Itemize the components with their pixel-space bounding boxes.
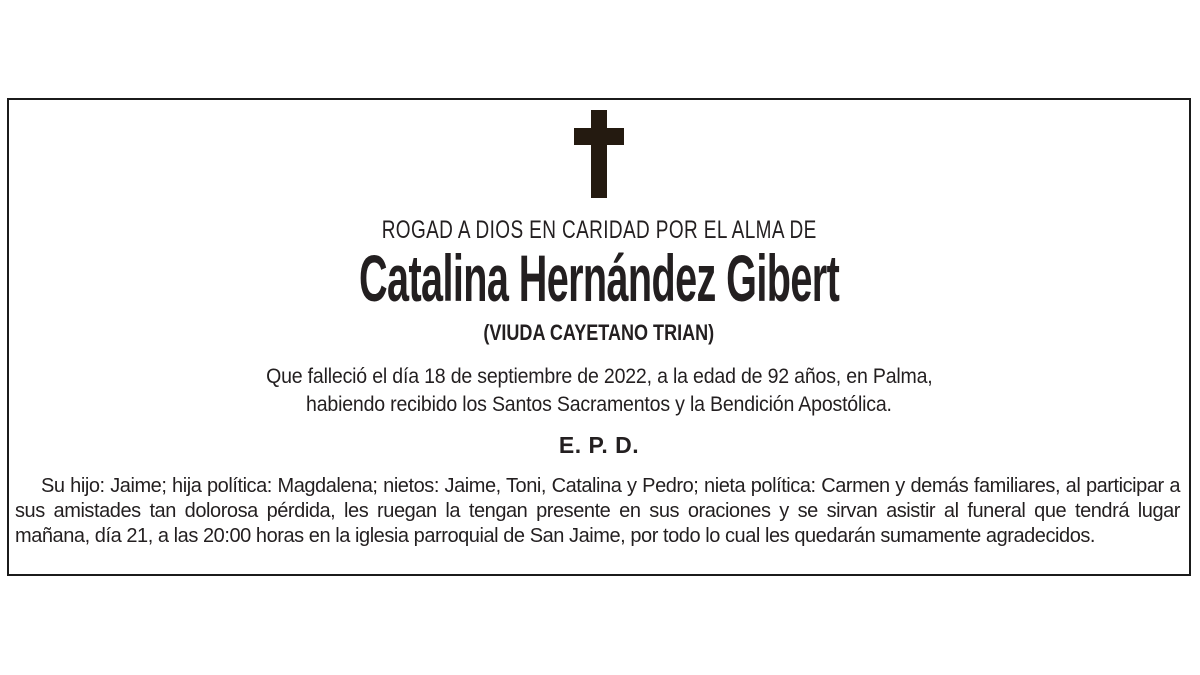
death-details-line1 bbox=[241, 363, 958, 391]
obituary-notice-frame bbox=[7, 98, 1191, 576]
death-details-line1-text: Que falleció el día 18 de septiembre de 2022, a la edad de 92 años, en Palma, bbox=[265, 365, 933, 388]
deceased-name bbox=[199, 241, 999, 315]
epd-abbreviation: E. P. D. bbox=[558, 432, 640, 458]
prayer-header-text: ROGAD A DIOS EN CARIDAD POR EL ALMA DE bbox=[381, 216, 817, 244]
widow-subtitle bbox=[458, 321, 740, 345]
death-details-line2 bbox=[241, 391, 958, 419]
cross-icon-vertical-bar bbox=[591, 110, 607, 198]
death-details bbox=[241, 363, 958, 419]
cross-icon-horizontal-bar bbox=[574, 128, 624, 145]
death-details-line2-text: habiendo recibido los Santos Sacramentos y la Bendición Apostólica. bbox=[306, 393, 892, 416]
widow-subtitle-text: (VIUDA CAYETANO TRIAN) bbox=[483, 320, 715, 345]
deceased-name-text: Catalina Hernández Gibert bbox=[358, 241, 840, 315]
family-announcement: Su hijo: Jaime; hija política: Magdalena; nietos: Jaime, Toni, Catalina y Pedro; nieta política: Carmen y demás familiares, al participar a sus amistades tan dolorosa pérdida, les ruegan la tengan presente en sus oraciones y se sirvan asistir al funeral que tendrá lugar mañana, día 21, a las 20:00 horas en la iglesia parroquial de San Jaime, por todo lo cual les quedarán sumamente agradecidos. bbox=[15, 475, 1180, 547]
cross-icon bbox=[574, 110, 624, 198]
